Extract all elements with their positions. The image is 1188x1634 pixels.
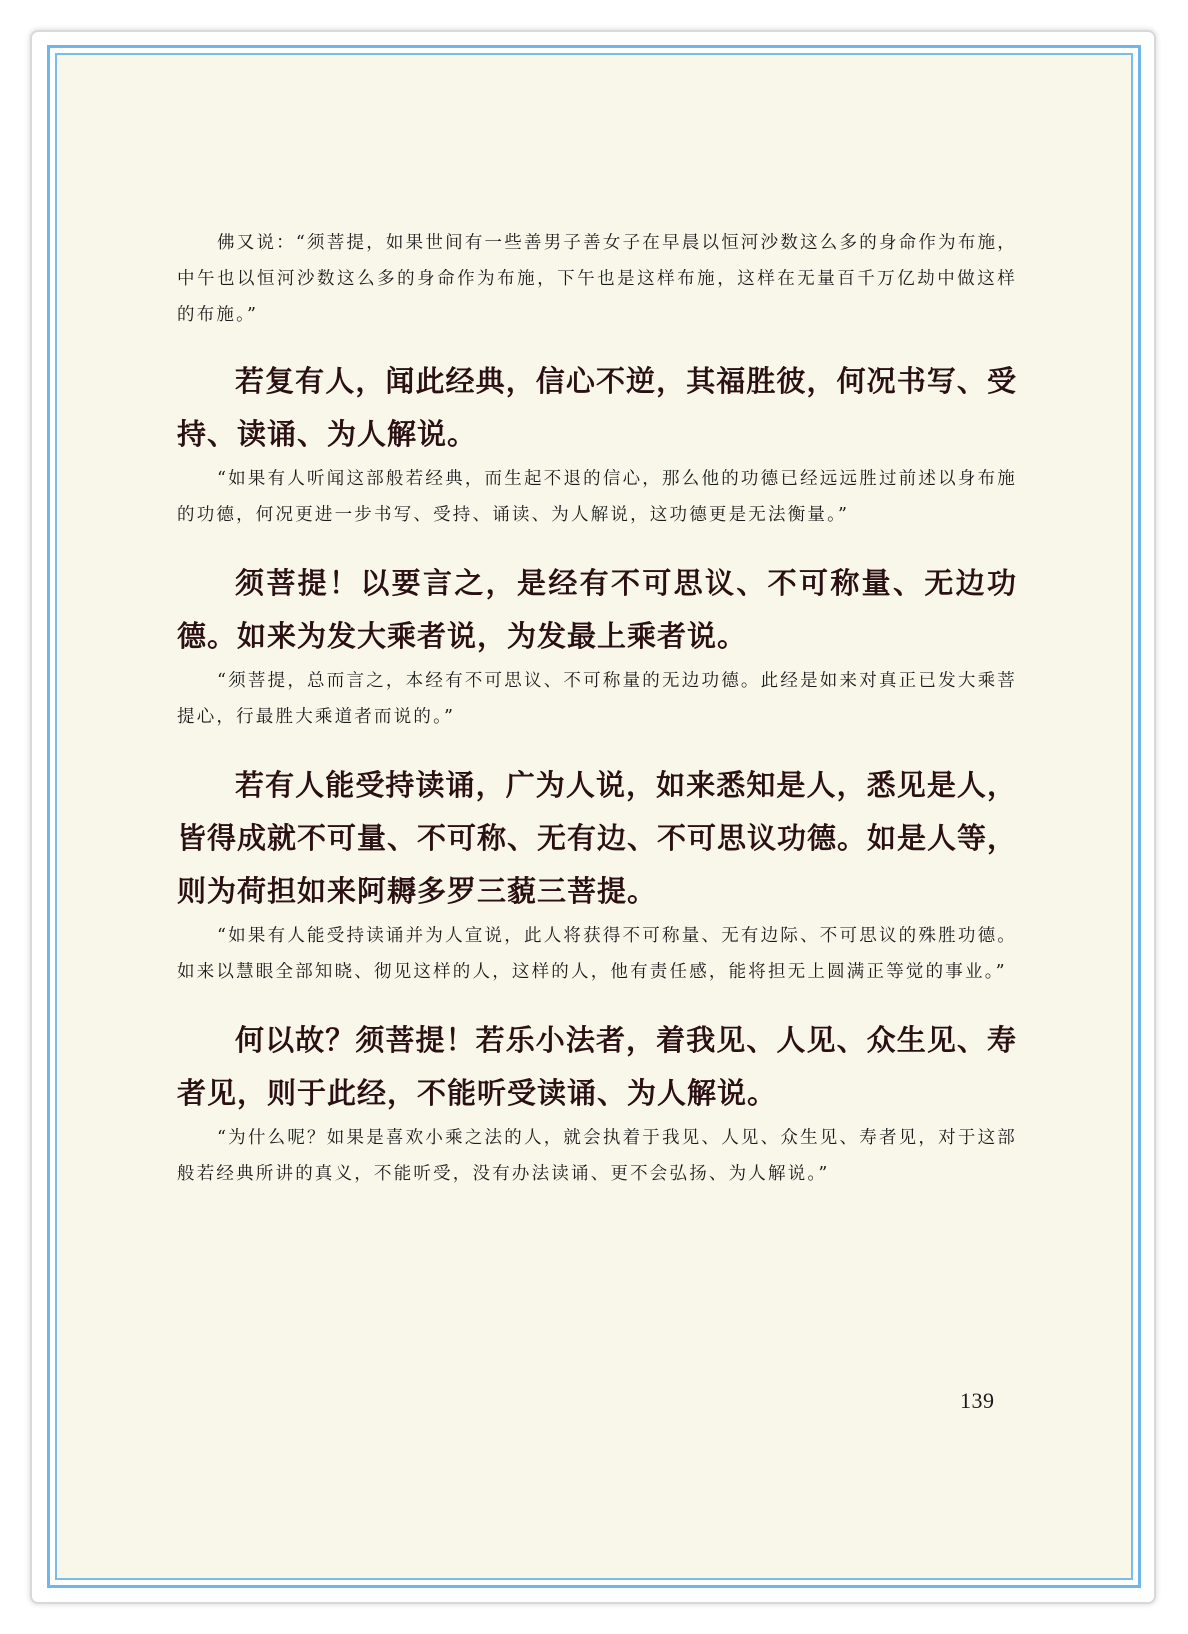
scripture-paragraph-5: 何以故？须菩提！若乐小法者，着我见、人见、众生见、寿者见，则于此经，不能听受读诵、为人解说。 <box>177 1023 1017 1110</box>
commentary-paragraph-4: “如果有人能受持读诵并为人宣说，此人将获得不可称量、无有边际、不可思议的殊胜功德。如来以慧眼全部知晓、彻见这样的人，这样的人，他有责任感，能将担无上圆满正等觉的事业。” <box>177 926 1017 982</box>
scripture-paragraph-4: 若有人能受持读诵，广为人说，如来悉知是人，悉见是人，皆得成就不可量、不可称、无有边、不可思议功德。如是人等，则为荷担如来阿耨多罗三藐三菩提。 <box>177 768 1018 908</box>
page-content <box>177 225 1017 1192</box>
scripture-paragraph-3: 须菩提！以要言之，是经有不可思议、不可称量、无边功德。如来为发大乘者说，为发最上乘者说。 <box>177 566 1017 653</box>
commentary-paragraph-3: “须菩提，总而言之，本经有不可思议、不可称量的无边功德。此经是如来对真正已发大乘菩提心，行最胜大乘道者而说的。” <box>177 671 1017 727</box>
commentary-paragraph-2: “如果有人听闻这部般若经典，而生起不退的信心，那么他的功德已经远远胜过前述以身布施的功德，何况更进一步书写、受持、诵读、为人解说，这功德更是无法衡量。” <box>177 469 1017 525</box>
scripture-paragraph-2: 若复有人，闻此经典，信心不逆，其福胜彼，何况书写、受持、读诵、为人解说。 <box>177 364 1017 451</box>
commentary-paragraph-1: 佛又说：“须菩提，如果世间有一些善男子善女子在早晨以恒河沙数这么多的身命作为布施，中午也以恒河沙数这么多的身命作为布施，下午也是这样布施，这样在无量百千万亿劫中做这样的布施。” <box>177 233 1017 325</box>
commentary-paragraph-5: “为什么呢？如果是喜欢小乘之法的人，就会执着于我见、人见、众生见、寿者见，对于这部般若经典所讲的真义，不能听受，没有办法读诵、更不会弘扬、为人解说。” <box>177 1128 1017 1184</box>
page-number: 139 <box>960 1388 995 1413</box>
